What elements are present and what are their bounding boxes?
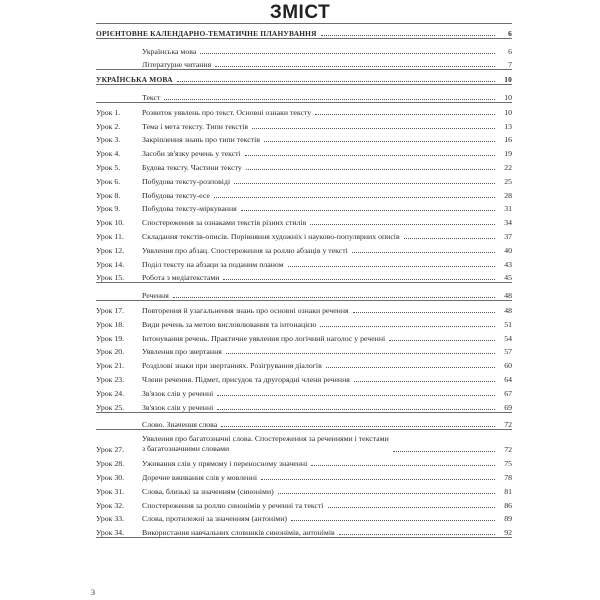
dot-leader <box>321 35 495 36</box>
toc-page-number: 25 <box>504 176 512 186</box>
toc-entry-title: Побудова тексту-розповіді <box>142 176 231 186</box>
toc-lesson-number: Урок 30. <box>96 472 125 482</box>
toc-page-number: 13 <box>504 121 512 131</box>
toc-page-number: 92 <box>504 528 512 538</box>
toc-entry-title: Українська мова <box>142 46 197 56</box>
toc-lesson-number: Урок 15. <box>96 273 125 283</box>
toc-page-number: 89 <box>504 514 512 524</box>
dot-leader <box>320 326 495 327</box>
dot-leader <box>217 395 495 396</box>
toc-entry-title: Використання навчальних словників синонімів, антонімів <box>142 528 335 538</box>
toc-section-heading[interactable] <box>96 24 512 38</box>
toc-page-number: 48 <box>504 305 512 315</box>
toc-entry-title: Слово. Значення слова <box>142 420 218 430</box>
toc-entry-title: Засоби зв'язку речень у тексті <box>142 149 241 159</box>
toc-topic-entry[interactable] <box>96 56 512 70</box>
table-of-contents <box>96 23 512 538</box>
toc-entry-title: Спостереження за роллю синонімів у реченні та тексті <box>142 500 324 510</box>
dot-leader <box>393 451 495 452</box>
toc-lesson-number: Урок 21. <box>96 361 125 371</box>
toc-page-number: 7 <box>508 60 512 70</box>
toc-lesson-entry[interactable] <box>96 343 512 357</box>
toc-entry-title: Речення <box>142 291 169 301</box>
dot-leader <box>339 534 495 535</box>
dot-leader <box>352 252 495 253</box>
toc-lesson-entry[interactable] <box>96 482 512 496</box>
dot-leader <box>354 381 495 382</box>
dot-leader <box>404 238 495 239</box>
dot-leader <box>353 312 495 313</box>
toc-page-number: 51 <box>504 319 512 329</box>
toc-lesson-entry[interactable] <box>96 430 512 454</box>
toc-entry-title-line: Уявлення про багатозначні слова. Спостереження за реченнями і текстами <box>142 434 389 444</box>
toc-page-number: 40 <box>504 245 512 255</box>
dot-leader <box>264 141 495 142</box>
toc-page-number: 45 <box>504 273 512 283</box>
dot-leader <box>278 493 495 494</box>
toc-entry-title: Закріплення знань про типи текстів <box>142 135 260 145</box>
toc-entry-title: Уявлення про звертання <box>142 347 222 357</box>
dot-leader <box>173 297 495 298</box>
toc-entry-title: Повторення й узагальнення знань про основні ознаки речення <box>142 305 349 315</box>
toc-page-number: 72 <box>504 420 512 430</box>
dot-leader <box>200 53 495 54</box>
toc-page-number: 37 <box>504 231 512 241</box>
toc-topic-entry[interactable] <box>96 286 512 300</box>
toc-entry-title: Поділ тексту на абзаци за поданим планом <box>142 259 284 269</box>
toc-lesson-number: Урок 23. <box>96 374 125 384</box>
dot-leader <box>291 520 495 521</box>
dot-leader <box>234 183 495 184</box>
toc-entry-title: Слова, протилежні за значенням (антоніми) <box>142 514 287 524</box>
toc-lesson-number: Урок 3. <box>96 135 121 145</box>
toc-page-number: 60 <box>504 361 512 371</box>
toc-entry-title: Тема і мета тексту. Типи текстів <box>142 121 249 131</box>
toc-lesson-number: Урок 10. <box>96 218 125 228</box>
toc-entry-title: Члени речення. Підмет, присудок та другорядні члени речення <box>142 374 350 384</box>
toc-lesson-entry[interactable] <box>96 468 512 482</box>
toc-lesson-number: Урок 1. <box>96 107 121 117</box>
toc-entry-title: Доречне вживання слів у мовленні <box>142 472 258 482</box>
toc-lesson-entry[interactable] <box>96 523 512 537</box>
dot-leader <box>252 128 495 129</box>
dot-leader <box>177 81 495 82</box>
page-title: ЗМІСТ <box>269 2 331 23</box>
toc-entry-title: Складання текстів-описів. Порівняння художніх і науково-популярних описів <box>142 231 400 241</box>
toc-page-number: 6 <box>508 28 512 38</box>
toc-lesson-entry[interactable] <box>96 241 512 255</box>
toc-page-number: 10 <box>504 92 512 102</box>
toc-lesson-entry[interactable] <box>96 186 512 200</box>
toc-page-number: 69 <box>504 402 512 412</box>
dot-leader <box>215 66 495 67</box>
toc-lesson-number: Урок 9. <box>96 204 121 214</box>
toc-lesson-number: Урок 28. <box>96 459 125 469</box>
toc-lesson-number: Урок 25. <box>96 402 125 412</box>
dot-leader <box>311 465 495 466</box>
toc-entry-title: Літературне читання <box>142 60 212 70</box>
dot-leader <box>245 155 495 156</box>
toc-lesson-entry[interactable] <box>96 131 512 145</box>
dot-leader <box>261 479 495 480</box>
toc-section-title: ОРІЄНТОВНЕ КАЛЕНДАРНО-ТЕМАТИЧНЕ ПЛАНУВАННЯ <box>96 28 317 38</box>
toc-page-number: 86 <box>504 500 512 510</box>
toc-lesson-entry[interactable] <box>96 158 512 172</box>
toc-lesson-entry[interactable] <box>96 370 512 384</box>
dot-leader <box>226 353 495 354</box>
dot-leader <box>328 507 495 508</box>
toc-entry-title: Зв'язок слів у реченні <box>142 402 214 412</box>
toc-entry-title: Види речень за метою висловлювання та інтонацією <box>142 319 317 329</box>
toc-lesson-number: Урок 11. <box>96 231 124 241</box>
toc-entry-title: Робота з медіатекстами <box>142 273 220 283</box>
toc-entry-title: Уявлення про абзац. Спостереження за роллю абзаців у тексті <box>142 245 348 255</box>
toc-entry-title: Спостереження за ознаками текстів різних стилів <box>142 218 307 228</box>
toc-page-number: 48 <box>504 291 512 301</box>
dot-leader <box>241 210 495 211</box>
dot-leader <box>221 426 495 427</box>
toc-lesson-number: Урок 12. <box>96 245 125 255</box>
toc-lesson-entry[interactable] <box>96 103 512 117</box>
toc-page-number: 72 <box>504 445 512 455</box>
toc-lesson-entry[interactable] <box>96 144 512 158</box>
toc-page-number: 67 <box>504 388 512 398</box>
toc-topic-entry[interactable] <box>96 42 512 56</box>
toc-lesson-entry[interactable] <box>96 496 512 510</box>
page-number: 3 <box>91 588 95 597</box>
toc-entry-title-line: з багатозначними словами <box>142 444 230 454</box>
dot-leader <box>310 224 495 225</box>
toc-lesson-entry[interactable] <box>96 269 512 283</box>
toc-lesson-entry[interactable] <box>96 454 512 468</box>
toc-entry-title: Розділові знаки при звертаннях. Розігрування діалогів <box>142 361 322 371</box>
toc-lesson-entry[interactable] <box>96 117 512 131</box>
toc-page-number: 28 <box>504 190 512 200</box>
toc-page-number: 16 <box>504 135 512 145</box>
toc-lesson-entry[interactable] <box>96 398 512 412</box>
dot-leader <box>389 340 495 341</box>
toc-lesson-entry[interactable] <box>96 510 512 524</box>
toc-topic-entry[interactable] <box>96 88 512 102</box>
dot-leader <box>223 279 495 280</box>
toc-entry-title: Розвиток уявлень про текст. Основні ознаки тексту <box>142 107 312 117</box>
toc-page-number: 10 <box>504 107 512 117</box>
toc-entry-title: Слова, близькі за значенням (синоніми) <box>142 486 274 496</box>
toc-page-number: 81 <box>504 486 512 496</box>
toc-lesson-number: Урок 27. <box>96 445 125 455</box>
toc-entry-title <box>142 434 391 454</box>
toc-lesson-number: Урок 5. <box>96 162 121 172</box>
dot-leader <box>288 266 495 267</box>
dot-leader <box>164 99 495 100</box>
toc-page-number: 34 <box>504 218 512 228</box>
dot-leader <box>315 114 495 115</box>
toc-entry-title: Будова тексту. Частини тексту <box>142 162 242 172</box>
dot-leader <box>246 169 495 170</box>
toc-page-number: 64 <box>504 374 512 384</box>
toc-lesson-number: Урок 34. <box>96 528 125 538</box>
toc-entry-title: Текст <box>142 92 161 102</box>
toc-lesson-number: Урок 24. <box>96 388 125 398</box>
toc-page-number: 22 <box>504 162 512 172</box>
toc-lesson-number: Урок 4. <box>96 149 121 159</box>
toc-lesson-number: Урок 33. <box>96 514 125 524</box>
toc-page-number: 43 <box>504 259 512 269</box>
toc-lesson-entry[interactable] <box>96 200 512 214</box>
toc-lesson-number: Урок 8. <box>96 190 121 200</box>
toc-lesson-entry[interactable] <box>96 384 512 398</box>
toc-page-number: 78 <box>504 472 512 482</box>
toc-lesson-number: Урок 20. <box>96 347 125 357</box>
toc-page-number: 54 <box>504 333 512 343</box>
toc-entry-title: Побудова тексту-міркування <box>142 204 237 214</box>
dot-leader <box>217 409 495 410</box>
toc-lesson-entry[interactable] <box>96 227 512 241</box>
toc-lesson-entry[interactable] <box>96 315 512 329</box>
toc-lesson-entry[interactable] <box>96 356 512 370</box>
toc-lesson-number: Урок 19. <box>96 333 125 343</box>
toc-entry-title: Уживання слів у прямому і переносному значенні <box>142 459 308 469</box>
toc-lesson-entry[interactable] <box>96 255 512 269</box>
toc-page-number: 57 <box>504 347 512 357</box>
dot-leader <box>214 197 495 198</box>
toc-entry-title: Побудова тексту-есе <box>142 190 210 200</box>
toc-lesson-entry[interactable] <box>96 213 512 227</box>
toc-lesson-number: Урок 6. <box>96 176 121 186</box>
divider <box>96 537 512 538</box>
toc-lesson-entry[interactable] <box>96 329 512 343</box>
toc-section-title: УКРАЇНСЬКА МОВА <box>96 75 173 85</box>
toc-topic-entry[interactable] <box>96 416 512 430</box>
toc-lesson-number: Урок 18. <box>96 319 125 329</box>
toc-page-number: 10 <box>504 75 512 85</box>
toc-page-number: 19 <box>504 149 512 159</box>
toc-lesson-number: Урок 17. <box>96 305 125 315</box>
toc-lesson-number: Урок 32. <box>96 500 125 510</box>
toc-lesson-number: Урок 14. <box>96 259 125 269</box>
toc-page-number: 6 <box>508 46 512 56</box>
toc-lesson-number: Урок 2. <box>96 121 121 131</box>
toc-page-number: 75 <box>504 459 512 469</box>
toc-lesson-entry[interactable] <box>96 172 512 186</box>
toc-page-number: 31 <box>504 204 512 214</box>
toc-entry-title: Зв'язок слів у реченні <box>142 388 214 398</box>
dot-leader <box>326 367 495 368</box>
toc-section-heading[interactable] <box>96 70 512 84</box>
toc-lesson-number: Урок 31. <box>96 486 125 496</box>
toc-lesson-entry[interactable] <box>96 301 512 315</box>
toc-entry-title: Інтонування речень. Практичне уявлення про логічний наголос у реченні <box>142 333 386 343</box>
